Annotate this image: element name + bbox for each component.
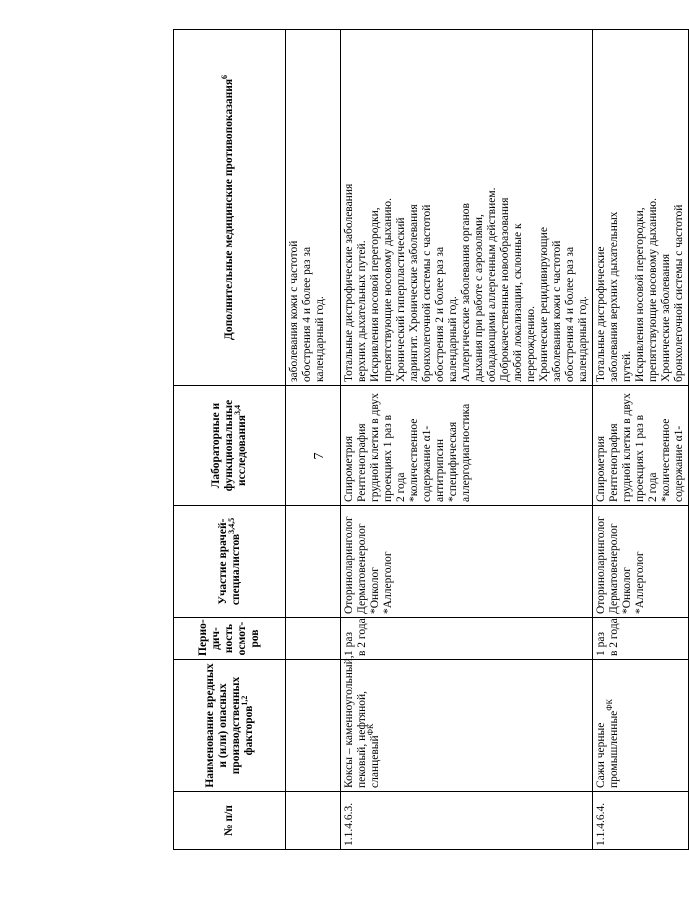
header-doctors: Участие врачей-специалистов$^{3,4,5}$: [174, 506, 286, 618]
row-factor: Коксы – каменноугольный, пековый, нефтяной, сланцевый$^{ФК}$: [341, 660, 593, 792]
header-contra: Дополнительные медицинские противопоказания$^6$: [174, 30, 286, 386]
header-factor: Наименование вредных и (или) опасных производственных факторов$^{1,2}$: [174, 660, 286, 792]
table-row-continuation: [286, 30, 341, 850]
header-period: Перио-дич-ность осмот-ров: [174, 618, 286, 660]
row-contra: Тотальные дистрофические заболевания верхних дыхательных путей. Искривления носовой перегородки, препятствующие носовому дыханию. Хронические заболевания бронхолегочной системы с частотой: [593, 30, 689, 386]
rotated-table-container: [173, 30, 685, 850]
row-labs: Спирометрия Рентгенография грудной клетки в двух проекциях 1 раз в 2 года *количественное содержание α1- антитрипсин *специфическая аллергодиагностика: [341, 386, 593, 506]
header-labs: Лабораторные и функциональные исследования$^{3,4}$: [174, 386, 286, 506]
row-doctors: Оториноларинголог Дерматовенеролог *Онколог *Аллерголог: [593, 506, 689, 618]
row-period: 1 раз в 2 года: [341, 618, 593, 660]
table-header-row: [174, 30, 286, 850]
table-row: [341, 30, 593, 850]
table-row: [593, 30, 689, 850]
row-num: 1.1.4.6.4.: [593, 792, 689, 850]
row-contra: Тотальные дистрофические заболевания верхних дыхательных путей. Искривления носовой перегородки, препятствующие носовому дыханию. Хронический гиперпластический ларингит. Хронические заболевания бронхолегочной системы с частотой обострения 2 и более раз за календарный год. Аллергические заболевания органов дыхания при работе с аэрозолями, обладающими аллергенным действием. Доброкачественные новообразования любой локализации, склонные к перерождению. Хронические рецидивирующие заболевания кожи с частотой обострения 4 и более раз за календарный год.: [341, 30, 593, 386]
row-factor: Сажи черные промышленные$^{ФК}$: [593, 660, 689, 792]
row-num: 1.1.4.6.3.: [341, 792, 593, 850]
row-labs: Спирометрия Рентгенография грудной клетки в двух проекциях 1 раз в 2 года *количественное содержание α1-: [593, 386, 689, 506]
row-doctors: Оториноларинголог Дерматовенеролог *Онколог *Аллерголог: [341, 506, 593, 618]
page-number: 7: [312, 452, 327, 460]
continuation-contra: заболевания кожи с частотой обострения 4 и более раз за календарный год.: [286, 30, 341, 386]
medical-exam-table: [173, 29, 689, 850]
header-num: № п/п: [174, 792, 286, 850]
row-period: 1 раз в 2 года: [593, 618, 689, 660]
